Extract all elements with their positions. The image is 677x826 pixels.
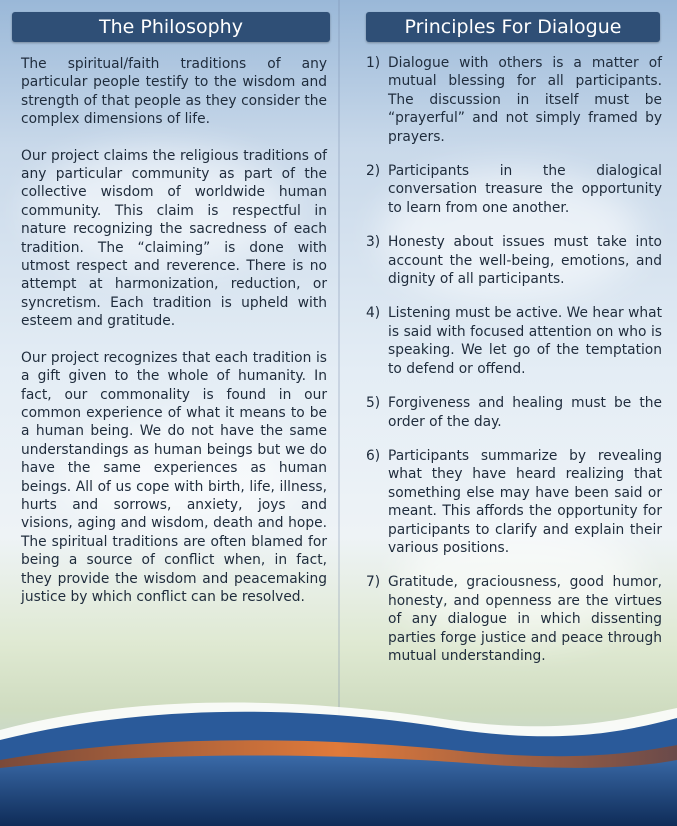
item-text: Dialogue with others is a matter of mutual blessing for all participants. The discussion in itself must be “prayerful” and not simply framed by prayers. — [388, 55, 662, 145]
item-text: Listening must be active. We hear what is said with focused attention on who is speaking. We let go of the temptation to defend or offend. — [388, 305, 662, 377]
philosophy-paragraph: Our project claims the religious traditions of any particular community as part of the collective wisdom of worldwide human community. This claim is respectful in nature recognizing the sacredness of each tradition. The “claiming” is done with utmost respect and reverence. There is no attempt at harmonization, reduction, or syncretism. Each tradition is upheld with esteem and gratitude. — [21, 147, 327, 330]
item-text: Honesty about issues must take into account the well-being, emotions, and dignity of all participants. — [388, 234, 662, 288]
philosophy-paragraph: Our project recognizes that each tradition is a gift given to the whole of humanity. In fact, our commonality is found in our common experience of what it means to be a human being. We do not have the same understandings as human beings but we do have the same experiences as human beings. All of us cope with birth, life, illness, hurts and sorrows, anxiety, joys and visions, aging and wisdom, death and hope. The spiritual traditions are often blamed for being a source of conflict when, in fact, they provide the wisdom and peacemaking justice by which conflict can be resolved. — [21, 349, 327, 605]
list-item — [366, 447, 662, 557]
principles-list — [366, 54, 662, 665]
philosophy-header: The Philosophy — [12, 12, 330, 42]
principles-column — [366, 0, 662, 681]
item-number: 6) — [366, 447, 381, 464]
item-number: 3) — [366, 234, 381, 251]
item-text: Gratitude, graciousness, good humor, honesty, and openness are the virtues of any dialogue in which dissenting parties forge justice and peace through mutual understanding. — [388, 574, 662, 664]
list-item — [366, 162, 662, 217]
item-number: 4) — [366, 305, 381, 322]
item-text: Forgiveness and healing must be the order of the day. — [388, 395, 662, 430]
item-text: Participants summarize by revealing what they have heard realizing that something else may have been said or meant. This affords the opportunity for participants to clarify and explain their various positions. — [388, 447, 662, 556]
list-item — [366, 304, 662, 378]
list-item — [366, 394, 662, 431]
philosophy-column — [12, 0, 330, 606]
wave-decoration — [0, 690, 677, 826]
list-item — [366, 573, 662, 665]
item-number: 7) — [366, 574, 381, 591]
item-text: Participants in the dialogical conversation treasure the opportunity to learn from one another. — [388, 163, 662, 216]
philosophy-paragraph: The spiritual/faith traditions of any particular people testify to the wisdom and strength of that people as they consider the complex dimensions of life. — [21, 56, 327, 128]
list-item — [366, 54, 662, 146]
item-number: 1) — [366, 55, 381, 71]
list-item — [366, 233, 662, 288]
item-number: 2) — [366, 163, 381, 180]
item-number: 5) — [366, 395, 381, 412]
principles-header: Principles For Dialogue — [366, 12, 660, 42]
